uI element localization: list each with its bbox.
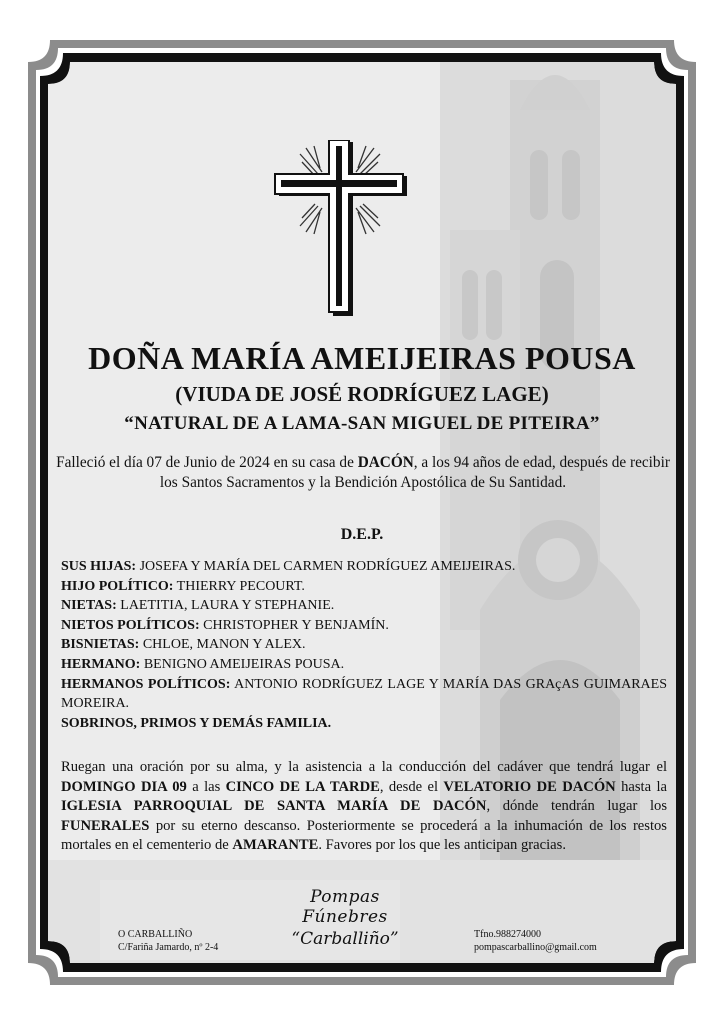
family-item: BISNIETAS: CHLOE, MANON Y ALEX. (61, 637, 306, 653)
footer-phone: Tfno.988274000 (474, 929, 541, 940)
family-item: HERMANOS POLÍTICOS: ANTONIO RODRÍGUEZ LAGE Y MARÍA DAS GRAçAS GUIMARAES MOREIRA. (61, 676, 667, 712)
family-item: HIJO POLÍTICO: THIERRY PECOURT. (61, 578, 305, 594)
family-item: HERMANO: BENIGNO AMEIJEIRAS POUSA. (61, 656, 345, 672)
family-item: NIETAS: LAETITIA, LAURA Y STEPHANIE. (61, 598, 335, 614)
funeral-details: Ruegan una oración por su alma, y la asistencia a la conducción del cadáver que tendrá lugar el DOMINGO DIA 09 a las CINCO DE LA TARDE, desde el VELATORIO DE DACÓN hasta la IGLESIA PARROQUIAL DE SANTA MARÍA DE DACÓN, dónde tendrán lugar los FUNERALES por su eterno descanso. Posteriormente se procederá a la inhumación de los restos mortales en el cementerio de AMARANTE. Favores por los que les anticipan gracias. (61, 759, 667, 854)
family-list (61, 557, 667, 733)
origin-line: “NATURAL DE A LAMA-SAN MIGUEL DE PITEIRA” (124, 413, 600, 434)
dep-line: D.E.P. (340, 526, 384, 543)
family-item: SOBRINOS, PRIMOS Y DEMÁS FAMILIA. (61, 715, 332, 731)
footer-street: C/Fariña Jamardo, nº 2-4 (118, 942, 219, 953)
footer-contact (474, 928, 597, 954)
family-item: NIETOS POLÍTICOS: CHRISTOPHER Y BENJAMÍN. (61, 617, 389, 633)
death-notice: Falleció el día 07 de Junio de 2024 en su casa de DACÓN, a los 94 años de edad, después de recibir los Santos Sacramentos y la Bendición Apostólica de Su Santidad. (56, 454, 670, 491)
footer-town: O CARBALLIÑO (118, 929, 193, 940)
funeral-home-logo: Pompas Fúnebres “Carballiño” (291, 887, 399, 949)
deceased-name: DOÑA MARÍA AMEIJEIRAS POUSA (88, 340, 636, 376)
footer-email: pompascarballino@gmail.com (474, 942, 597, 953)
widow-of-line: (VIUDA DE JOSÉ RODRÍGUEZ LAGE) (175, 382, 549, 406)
footer-address (118, 928, 218, 954)
family-item: SUS HIJAS: JOSEFA Y MARÍA DEL CARMEN RODRÍGUEZ AMEIJEIRAS. (61, 559, 516, 574)
